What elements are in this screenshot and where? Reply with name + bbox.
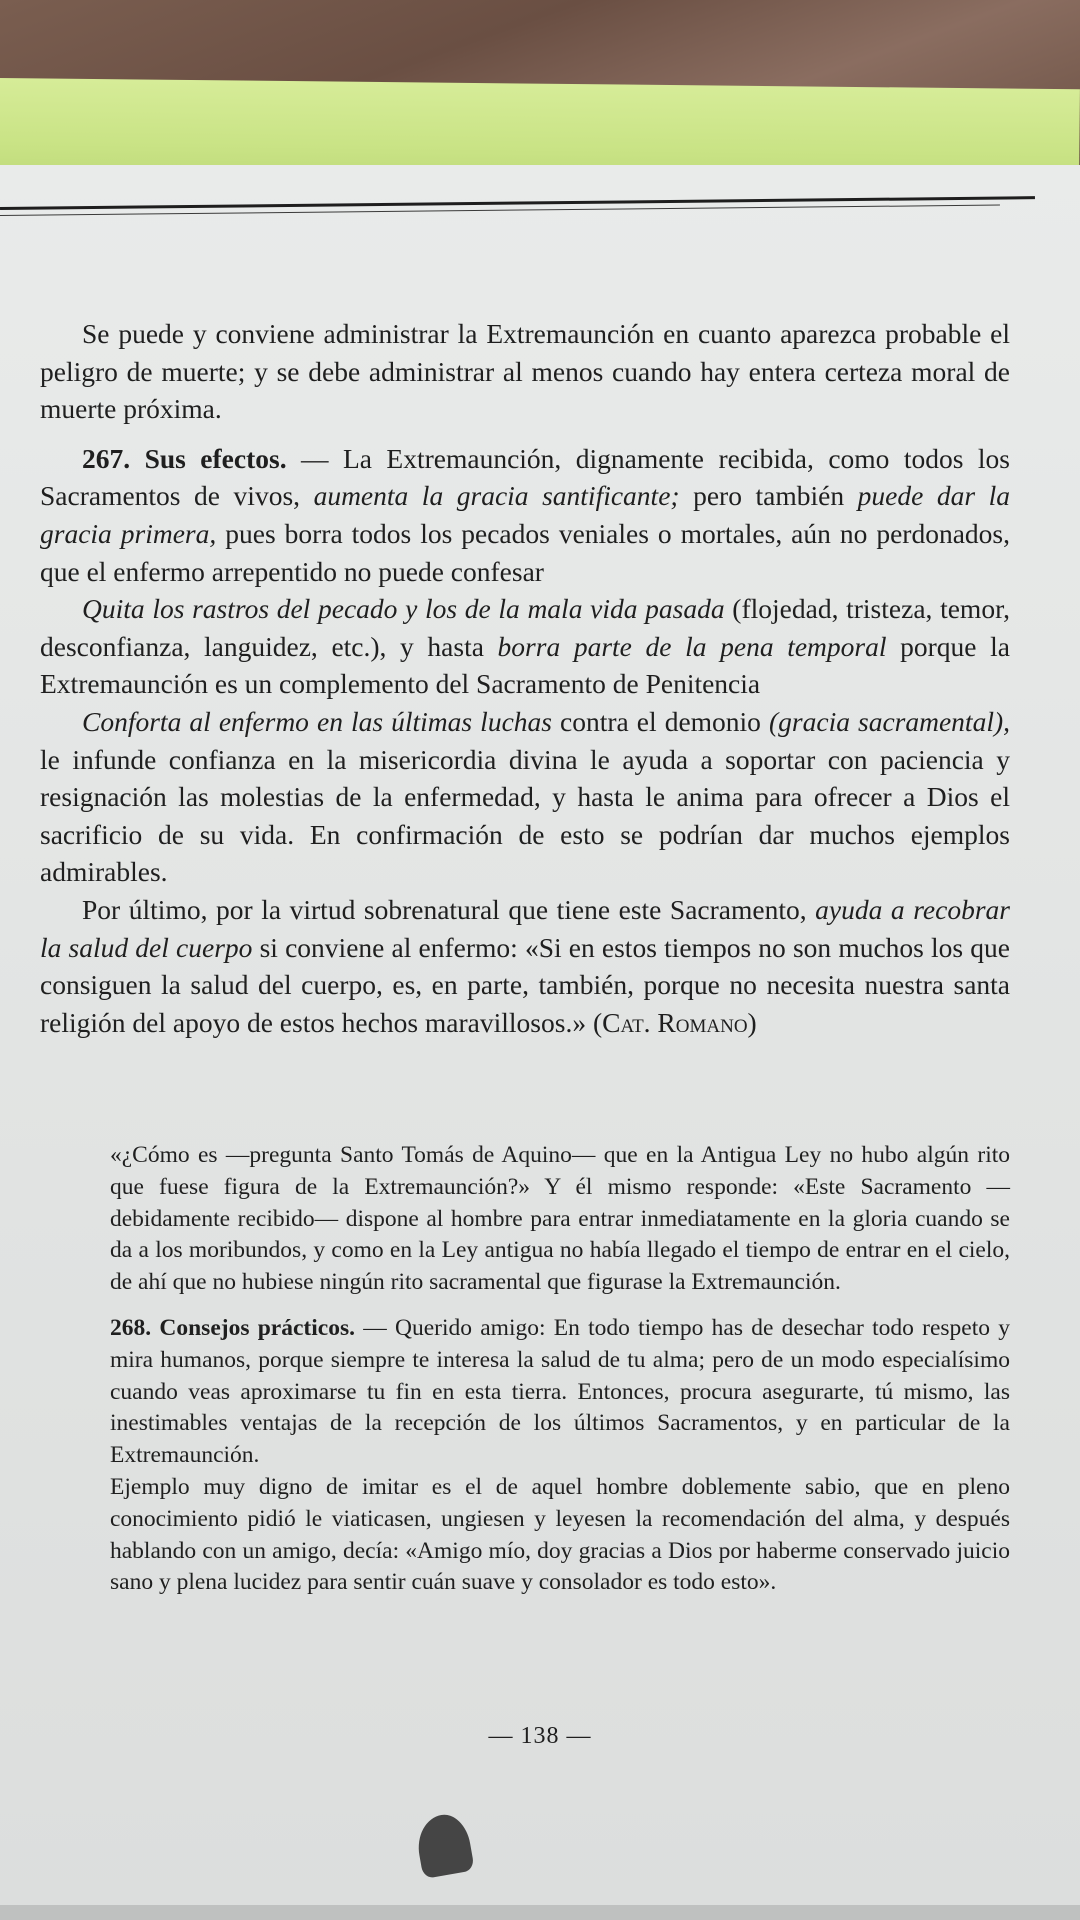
section-267-paragraph-2: Quita los rastros del pecado y los de la mala vida pasada (flojedad, tristeza, temor, desconfianza, languidez, etc.), y hasta borra parte de la pena temporal porque la Extremaunción es un complemento del Sacramento de Penitencia (40, 593, 1010, 700)
page-number: — 138 — (488, 1723, 592, 1749)
section-number: 267. (82, 442, 131, 474)
section-title: Consejos prácticos. (159, 1314, 355, 1341)
section-number: 268. (110, 1314, 152, 1341)
section-267-paragraph-4: Por último, por la virtud sobrenatural que tiene este Sacramento, ayuda a recobrar la salud del cuerpo si conviene al enfermo: «Si en estos tiempos no son muchos los que consiguen la salud del cuerpo, es, en parte, también, porque no necesita nuestra santa religión del apoyo de estos hechos maravillosos.» (Cat. Romano) (40, 893, 1010, 1038)
quote-paragraph: «¿Cómo es —pregunta Santo Tomás de Aquino— que en la Antigua Ley no hubo algún rito que fuese figura de la Extremaunción?» Y él mismo responde: «Este Sacramento —debidamente recibido— dispone al hombre para entrar inmediatamente en la gloria cuando se da a los moribundos, y como en la Ley antigua no había llegado el tiempo de entrar en el cielo, de ahí que no hubiese ningún rito sacramental que figurase la Extremaunción. (110, 1142, 1010, 1296)
secondary-text (110, 1140, 1010, 1599)
citation: Cat. Romano (602, 1006, 748, 1038)
section-268-paragraph-2: Ejemplo muy digno de imitar es el de aquel hombre doblemente sabio, que en pleno conocimiento pidió le viaticasen, ungiesen y leyesen la recomendación del alma, y después hablando con un amigo, decía: «Amigo mío, doy gracias a Dios por haberme conservado juicio sano y plena lucidez para sentir cuán suave y consolador es todo esto». (110, 1473, 1010, 1596)
finger-shadow (413, 1811, 475, 1879)
page-bottom-edge (0, 1905, 1080, 1920)
main-text (40, 315, 1010, 1041)
intro-paragraph: Se puede y conviene administrar la Extremaunción en cuanto aparezca probable el peligro de muerte; y se debe administrar al menos cuando hay entera certeza moral de muerte próxima. (40, 318, 1010, 425)
section-267-paragraph-1: 267. Sus efectos. — La Extremaunción, dignamente recibida, como todos los Sacramentos de vivos, aumenta la gracia santificante; pero también puede dar la gracia primera, pues borra todos los pecados veniales o mortales, aún no perdonados, que el enfermo arrepentido no puede confesar (40, 442, 1011, 587)
document-page (0, 165, 1080, 1920)
section-267-paragraph-3: Conforta al enfermo en las últimas luchas contra el demonio (gracia sacramental), le infunde confianza en la misericordia divina le ayuda a soportar con paciencia y resignación las molestias de la enfermedad, y hasta le anima para ofrecer a Dios el sacrificio de su vida. En confirmación de esto se podrían dar muchos ejemplos admirables. (40, 705, 1010, 888)
section-title: Sus efectos. (144, 442, 287, 474)
section-268-paragraph-1: 268. Consejos prácticos. — Querido amigo: En todo tiempo has de desechar todo respeto y mira humanos, porque siempre te interesa la salud de tu alma; pero de un modo especialísimo cuando veas aproximarse tu fin en esta tierra. Entonces, procura asegurarte, tú mismo, las inestimables ventajas de la recepción de los últimos Sacramentos, y en particular de la Extremaunción. (110, 1314, 1011, 1469)
header-rule (0, 196, 1035, 210)
